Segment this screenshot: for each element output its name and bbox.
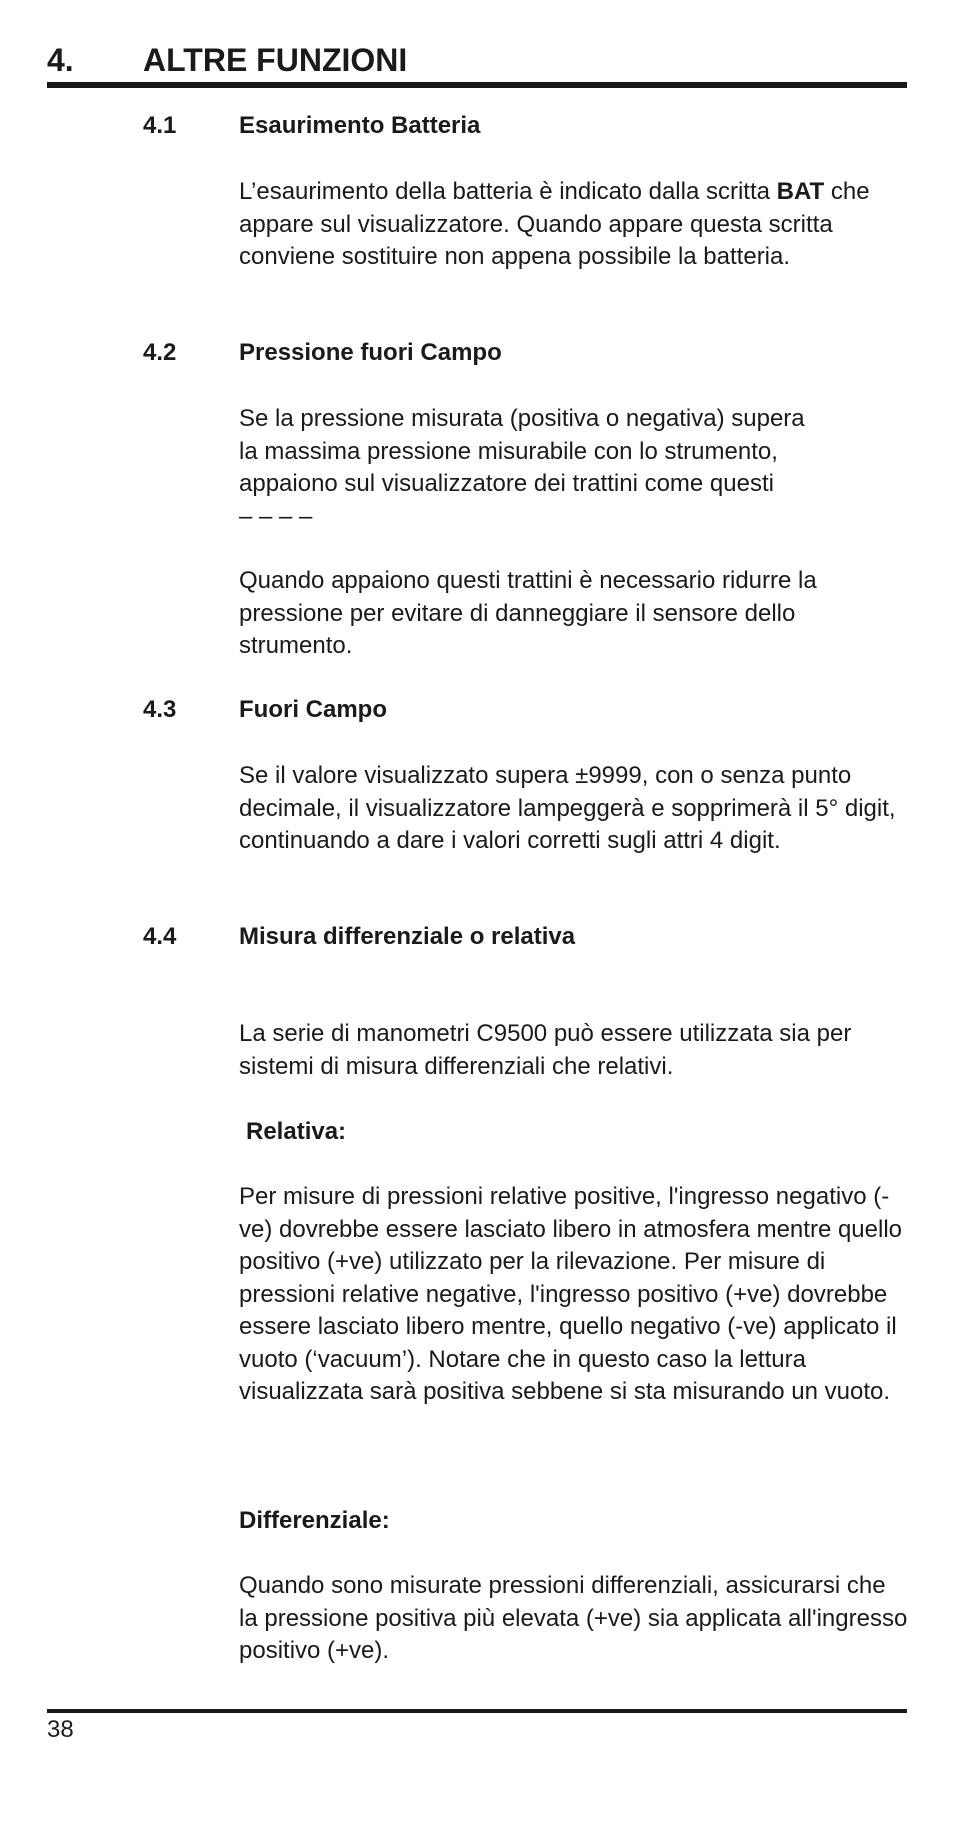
section-paragraph bbox=[239, 403, 909, 533]
header-rule bbox=[47, 82, 907, 88]
paragraph-line: appaiono sul visualizzatore dei trattini come questi bbox=[239, 470, 774, 497]
relative-paragraph: Per misure di pressioni relative positive, l'ingresso negativo (-ve) dovrebbe essere lasciato libero in atmosfera mentre quello positivo (+ve) utilizzato per la rilevazione. Per misure di pressioni relative negative, l'ingresso positivo (+ve) dovrebbe essere lasciato libero mentre, quello negativo (-ve) applicato il vuoto (‘vacuum’). Notare che in questo caso la lettura visualizzata sarà positiva sebbene si sta misurando un vuoto. bbox=[239, 1183, 903, 1405]
relative-subtitle: Relativa: bbox=[246, 1118, 347, 1145]
section-title: Fuori Campo bbox=[239, 696, 387, 723]
dashes-display: – – – – bbox=[239, 502, 313, 530]
differential-paragraph: Quando sono misurate pressioni differenziali, assicurarsi che la pressione positiva più elevata (+ve) sia applicata all'ingresso positivo (+ve). bbox=[239, 1572, 908, 1664]
differential-subtitle: Differenziale: bbox=[239, 1507, 390, 1534]
section-paragraph: Se il valore visualizzato supera ±9999, con o senza punto decimale, il visualizzatore lampeggerà e sopprimerà il 5° digit, continuando a dare i valori corretti sugli attri 4 digit. bbox=[239, 762, 896, 854]
section-title: Esaurimento Batteria bbox=[239, 112, 481, 139]
page-number: 38 bbox=[47, 1716, 74, 1743]
section-title: Pressione fuori Campo bbox=[239, 339, 502, 366]
paragraph-text: che appare sul visualizzatore. Quando appare questa scritta conviene sostituire non appena possibile la batteria. bbox=[239, 178, 870, 270]
section-number: 4.2 bbox=[143, 339, 177, 366]
paragraph-line: Se la pressione misurata (positiva o negativa) supera bbox=[239, 405, 805, 432]
section-number: 4.4 bbox=[143, 923, 177, 950]
paragraph-text: L’esaurimento della batteria è indicato dalla scritta bbox=[239, 178, 777, 205]
section-paragraph: La serie di manometri C9500 può essere utilizzata sia per sistemi di misura differenziali che relativi. bbox=[239, 1020, 852, 1080]
footer-rule bbox=[47, 1709, 907, 1713]
chapter-header bbox=[47, 38, 907, 82]
section-number: 4.3 bbox=[143, 696, 177, 723]
bat-indicator-text: BAT bbox=[776, 178, 825, 205]
section-title: Misura differenziale o relativa bbox=[239, 923, 576, 950]
chapter-number: 4. bbox=[47, 42, 74, 78]
section-paragraph bbox=[239, 176, 909, 274]
section-number: 4.1 bbox=[143, 112, 177, 139]
section-paragraph: Quando appaiono questi trattini è necessario ridurre la pressione per evitare di danneggiare il sensore dello strumento. bbox=[239, 567, 817, 659]
chapter-title: ALTRE FUNZIONI bbox=[143, 42, 408, 78]
paragraph-line: la massima pressione misurabile con lo strumento, bbox=[239, 437, 778, 465]
